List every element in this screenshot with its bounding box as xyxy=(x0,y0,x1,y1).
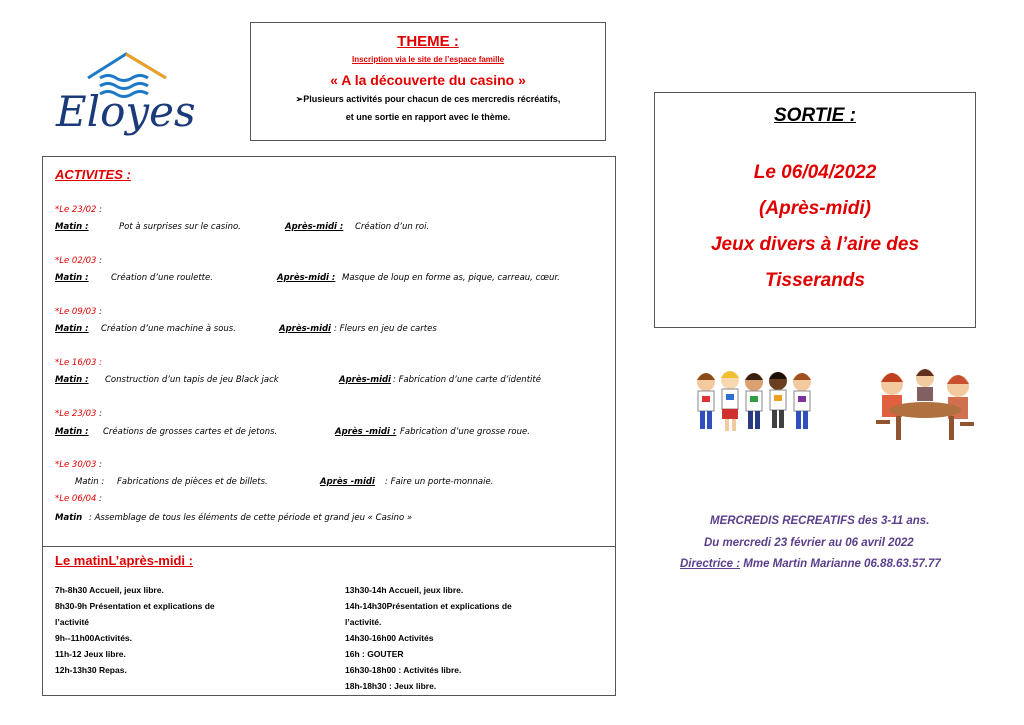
schedule-item: 14h-14h30Présentation et explications de xyxy=(345,601,512,611)
activity-date: *Le 30/03 : xyxy=(55,460,102,470)
activity-date: *Le 09/03 : xyxy=(55,307,102,317)
sortie-title: SORTIE : xyxy=(774,105,856,126)
activity-date: *Le 06/04 : xyxy=(55,494,102,504)
schedule-item: 16h : GOUTER xyxy=(345,649,404,659)
info-director xyxy=(680,558,941,570)
kids-at-table-illustration xyxy=(870,360,980,445)
theme-line-1: ➢Plusieurs activités pour chacun de ces mercredis récréatifs, xyxy=(295,94,561,104)
theme-subtitle: Inscription via le site de l’espace famille xyxy=(351,55,505,64)
logo-text: Eloyes xyxy=(56,87,196,136)
schedule-item: 9h--11h00Activités. xyxy=(55,633,133,643)
info-line-1: MERCREDIS RECREATIFS des 3-11 ans. xyxy=(710,515,930,527)
schedule-item: l’activité. xyxy=(345,617,382,627)
schedule-item: 7h-8h30 Accueil, jeux libre. xyxy=(55,585,164,595)
theme-title: THEME : xyxy=(397,33,459,50)
sortie-date: Le 06/04/2022 xyxy=(753,162,877,183)
schedule-item: 14h30-16h00 Activités xyxy=(345,633,434,643)
schedule-item: 18h-18h30 : Jeux libre. xyxy=(345,681,437,691)
info-line-2: Du mercredi 23 février au 06 avril 2022 xyxy=(704,537,914,549)
activity-date: *Le 02/03 : xyxy=(55,256,102,266)
eloyes-logo xyxy=(48,48,198,143)
theme-box xyxy=(250,22,606,141)
activities-title: ACTIVITES : xyxy=(55,167,131,182)
schedule-item: 11h-12 Jeux libre. xyxy=(55,649,126,659)
sortie-place: Tisserands xyxy=(765,270,865,291)
sortie-activity: Jeux divers à l’aire des xyxy=(710,234,920,255)
activity-date: *Le 16/03 : xyxy=(55,358,102,368)
schedule-item: 13h30-14h Accueil, jeux libre. xyxy=(345,585,464,595)
activity-date: *Le 23/03 : xyxy=(55,409,102,419)
schedule-item: 8h30-9h Présentation et explications de xyxy=(55,601,215,611)
activity-date: *Le 23/02 : xyxy=(55,205,102,215)
schedule-item: 16h30-18h00 : Activités libre. xyxy=(345,665,462,675)
schedule-item: 12h-13h30 Repas. xyxy=(55,665,127,675)
schedule-box xyxy=(42,546,616,696)
sortie-box xyxy=(654,92,976,328)
schedule-title: Le matinL’après-midi : xyxy=(55,553,193,568)
director-label: Directrice : xyxy=(680,558,741,570)
children-illustration xyxy=(692,360,817,445)
activities-box: ACTIVITES : *Le 23/02 : Matin : Pot à surprises sur le casino. Après-midi : Création d’un roi. *Le 02/03 : Matin : Création d’une roulette. Après-midi : Masque de loup en forme as, pique, carreau, cœur. *Le 09/03 : Matin : Création d’une machine à sous. Après-midi : Fleurs en jeu de cartes *Le 16/03 : Matin : Construction d’un tapis de jeu Black jack Après-midi : Fabrication d’une carte d’identité *Le 23/03 : Matin : Créations de grosses cartes et de jetons. Après -midi : Fabrication d’une grosse roue. *Le 30/03 : Matin : Fabrications de pièces et de billets. Après -midi : Faire un porte-monnaie. *Le 06/04 : Matin : Assemblage de tous les éléments de cette période et grand jeu « Casino » xyxy=(42,156,616,546)
director-name: Mme Martin Marianne 06.88.63.57.77 xyxy=(740,558,941,570)
theme-main: « A la découverte du casino » xyxy=(330,72,526,88)
schedule-item: l’activité xyxy=(55,617,90,627)
theme-line-2: et une sortie en rapport avec le thème. xyxy=(345,112,511,122)
sortie-time: (Après-midi) xyxy=(759,198,871,219)
